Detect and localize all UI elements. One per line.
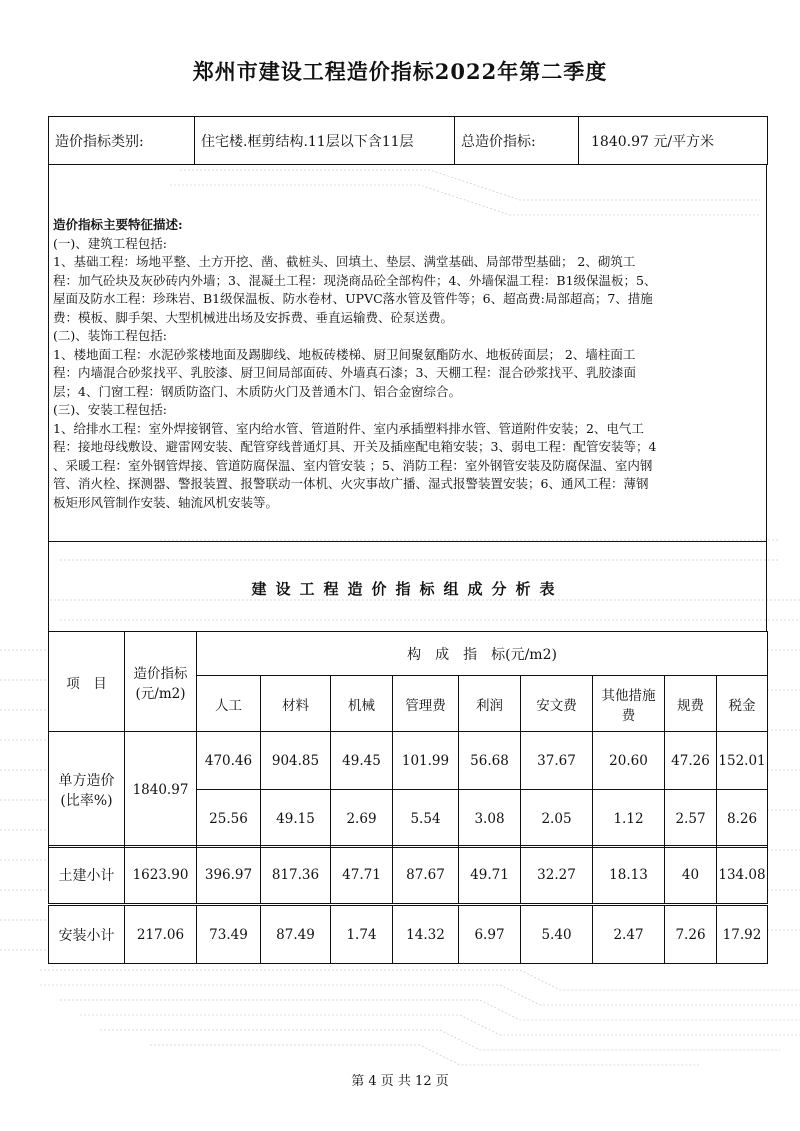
unit-cost-cell: 49.45 [331, 732, 393, 790]
ratio-cell: 1.12 [593, 790, 665, 848]
civil-subtotal-total: 1623.90 [125, 846, 197, 904]
description-heading: 造价指标主要特征描述: [53, 217, 183, 232]
column-header: 安文费 [521, 676, 593, 732]
unit-cost-cell: 20.60 [593, 732, 665, 790]
category-label: 造价指标类别: [49, 117, 195, 165]
civil-subtotal-table [48, 845, 768, 904]
civil-cell: 47.71 [331, 846, 393, 904]
description-line: 1、给排水工程：室外焊接钢管、室内给水管、管道附件、室内承插塑料排水管、管道附件安装；2、电气工 [53, 420, 644, 436]
composition-header: 构 成 指 标(元/m2) [197, 632, 768, 676]
total-value: 1840.97 元/平方米 [579, 117, 768, 165]
install-cell: 2.47 [593, 906, 665, 964]
unit-cost-total: 1840.97 [125, 732, 197, 848]
analysis-subtitle: 建设工程造价指标组成分析表 [251, 580, 564, 598]
civil-cell: 817.36 [261, 846, 331, 904]
ratio-cell: 25.56 [197, 790, 261, 848]
index-header: 造价指标 (元/m2) [125, 632, 197, 732]
install-subtotal-total: 217.06 [125, 906, 197, 964]
install-cell: 17.92 [717, 906, 768, 964]
description-line: (二)、装饰工程包括: [53, 328, 167, 343]
install-cell: 87.49 [261, 906, 331, 964]
install-cell: 14.32 [393, 906, 459, 964]
ratio-cell: 2.05 [521, 790, 593, 848]
column-header: 管理费 [393, 676, 459, 732]
unit-cost-cell: 904.85 [261, 732, 331, 790]
civil-cell: 134.08 [717, 846, 768, 904]
description-line: 板矩形风管制作安装、轴流风机安装等。 [53, 494, 279, 510]
description-line: 1、楼地面工程：水泥砂浆楼地面及踢脚线、地板砖楼梯、厨卫间聚氨酯防水、地板砖面层； 2、墙柱面工 [53, 346, 636, 362]
civil-cell: 87.67 [393, 846, 459, 904]
civil-cell: 396.97 [197, 846, 261, 904]
install-subtotal-label: 安装小计 [49, 906, 125, 964]
column-header: 机械 [331, 676, 393, 732]
description-line: 1、基础工程：场地平整、土方开挖、凿、截桩头、回填土、垫层、满堂基础、局部带型基础； 2、砌筑工 [53, 254, 636, 269]
column-header: 税金 [717, 676, 768, 732]
description-block [48, 164, 767, 542]
description-line: 费：模板、脚手架、大型机械进出场及安拆费、垂直运输费、砼泵送费。 [53, 309, 454, 325]
ratio-cell: 2.57 [665, 790, 717, 848]
description-line: 程：内墙混合砂浆找平、乳胶漆、厨卫间局部面砖、外墙真石漆；3、天棚工程：混合砂浆找平、乳胶漆面 [53, 365, 636, 380]
ratio-cell: 49.15 [261, 790, 331, 848]
civil-subtotal-label: 土建小计 [49, 846, 125, 904]
unit-cost-cell: 56.68 [459, 732, 521, 790]
column-header: 材料 [261, 676, 331, 732]
civil-cell: 32.27 [521, 846, 593, 904]
page-title: 郑州市建设工程造价指标2022年第二季度 [192, 59, 608, 84]
unit-cost-label: 单方造价 (比率%) [49, 732, 125, 848]
unit-cost-cell: 37.67 [521, 732, 593, 790]
header-table [48, 116, 768, 165]
ratio-cell: 8.26 [717, 790, 768, 848]
description-line: 、采暖工程：室外钢管焊接、管道防腐保温、室内管安装 ；5、消防工程：室外钢管安装及防腐保温、室内钢 [53, 457, 653, 473]
column-header: 利润 [459, 676, 521, 732]
description-line: 程：加气砼块及灰砂砖内外墙；3、混凝土工程：现浇商品砼全部构件；4、外墙保温工程：B1级保温板；5、 [53, 272, 657, 288]
install-cell: 5.40 [521, 906, 593, 964]
unit-cost-cell: 47.26 [665, 732, 717, 790]
install-cell: 7.26 [665, 906, 717, 964]
description-line: (一)、建筑工程包括: [53, 235, 167, 251]
category-value: 住宅楼.框剪结构.11层以下含11层 [195, 117, 455, 165]
ratio-cell: 3.08 [459, 790, 521, 848]
ratio-cell: 5.54 [393, 790, 459, 848]
install-cell: 1.74 [331, 906, 393, 964]
ratio-cell: 2.69 [331, 790, 393, 848]
civil-cell: 40 [665, 846, 717, 904]
unit-cost-cell: 152.01 [717, 732, 768, 790]
column-header: 人工 [197, 676, 261, 732]
total-label: 总造价指标: [455, 117, 579, 165]
civil-cell: 49.71 [459, 846, 521, 904]
column-header: 规费 [665, 676, 717, 732]
analysis-table [48, 631, 768, 848]
item-header: 项 目 [49, 632, 125, 732]
install-cell: 73.49 [197, 906, 261, 964]
install-cell: 6.97 [459, 906, 521, 964]
unit-cost-cell: 470.46 [197, 732, 261, 790]
description-line: (三)、安装工程包括: [53, 402, 167, 417]
description-line: 程：接地母线敷设、避雷网安装、配管穿线普通灯具、开关及插座配电箱安装；3、弱电工程：配管安装等；4 [53, 439, 657, 454]
civil-cell: 18.13 [593, 846, 665, 904]
description-line: 屋面及防水工程：珍珠岩、B1级保温板、防水卷材、UPVC落水管及管件等；6、超高费:局部超高；7、措施 [53, 291, 653, 306]
unit-cost-cell: 101.99 [393, 732, 459, 790]
description-line: 管、消火栓、探测器、警报装置、报警联动一体机、火灾事故广播、湿式报警装置安装；6、通风工程：薄钢 [53, 476, 649, 491]
column-header: 其他措施费 [593, 676, 665, 732]
install-subtotal-table [48, 905, 768, 964]
page-footer: 第 4 页 共 12 页 [351, 1074, 449, 1089]
description-line: 层；4、门窗工程：钢质防盗门、木质防火门及普通木门、铝合金窗综合。 [53, 383, 461, 399]
